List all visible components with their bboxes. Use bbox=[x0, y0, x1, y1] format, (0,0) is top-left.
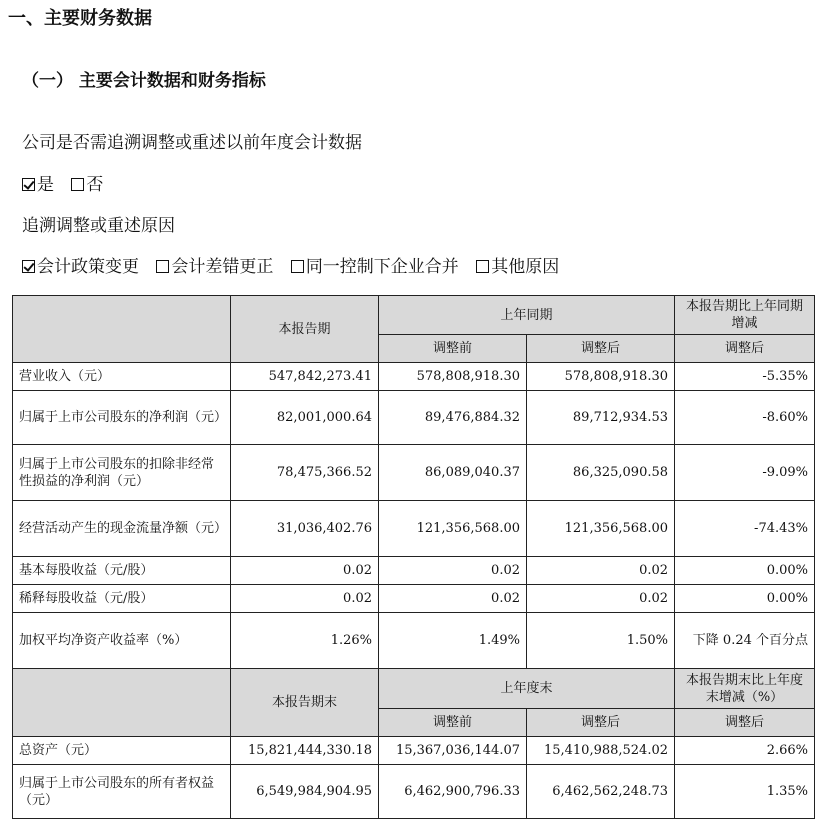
header-prior-period: 上年同期 bbox=[379, 296, 675, 335]
table-row bbox=[13, 445, 815, 501]
row-label: 归属于上市公司股东的净利润（元） bbox=[13, 391, 231, 445]
checkbox-checked-icon[interactable] bbox=[22, 260, 35, 273]
cell-after: 89,712,934.53 bbox=[527, 391, 675, 445]
answer-options bbox=[22, 170, 115, 195]
option-no[interactable]: 否 bbox=[71, 170, 103, 195]
header-after-adjust: 调整后 bbox=[527, 709, 675, 737]
row-label: 加权平均净资产收益率（%） bbox=[13, 613, 231, 669]
table-row bbox=[13, 737, 815, 765]
table-row bbox=[13, 501, 815, 557]
cell-current: 31,036,402.76 bbox=[231, 501, 379, 557]
header-change-after-adjust: 调整后 bbox=[675, 335, 815, 363]
row-label: 稀释每股收益（元/股） bbox=[13, 585, 231, 613]
cell-change: -9.09% bbox=[675, 445, 815, 501]
cell-before: 1.49% bbox=[379, 613, 527, 669]
cell-after: 578,808,918.30 bbox=[527, 363, 675, 391]
reason-options bbox=[22, 252, 571, 277]
cell-current: 547,842,273.41 bbox=[231, 363, 379, 391]
checkbox-empty-icon[interactable] bbox=[476, 260, 489, 273]
cell-after: 15,410,988,524.02 bbox=[527, 737, 675, 765]
header-blank bbox=[13, 669, 231, 737]
row-label: 归属于上市公司股东的扣除非经常性损益的净利润（元） bbox=[13, 445, 231, 501]
option-common-control-merger[interactable]: 同一控制下企业合并 bbox=[291, 252, 459, 277]
table-row bbox=[13, 765, 815, 819]
restatement-question: 公司是否需追溯调整或重述以前年度会计数据 bbox=[22, 133, 362, 153]
cell-change: -5.35% bbox=[675, 363, 815, 391]
cell-before: 0.02 bbox=[379, 557, 527, 585]
header-current-period: 本报告期 bbox=[231, 296, 379, 363]
cell-after: 6,462,562,248.73 bbox=[527, 765, 675, 819]
header-before-adjust: 调整前 bbox=[379, 709, 527, 737]
cell-before: 121,356,568.00 bbox=[379, 501, 527, 557]
cell-current: 0.02 bbox=[231, 557, 379, 585]
table-row bbox=[13, 391, 815, 445]
cell-current: 78,475,366.52 bbox=[231, 445, 379, 501]
cell-after: 1.50% bbox=[527, 613, 675, 669]
cell-before: 0.02 bbox=[379, 585, 527, 613]
cell-current: 6,549,984,904.95 bbox=[231, 765, 379, 819]
cell-after: 0.02 bbox=[527, 585, 675, 613]
table-row bbox=[13, 613, 815, 669]
table-row bbox=[13, 585, 815, 613]
option-yes[interactable]: 是 bbox=[22, 170, 54, 195]
option-policy-change[interactable]: 会计政策变更 bbox=[22, 252, 139, 277]
table-row bbox=[13, 557, 815, 585]
cell-current: 15,821,444,330.18 bbox=[231, 737, 379, 765]
cell-before: 578,808,918.30 bbox=[379, 363, 527, 391]
header-after-adjust: 调整后 bbox=[527, 335, 675, 363]
row-label: 归属于上市公司股东的所有者权益（元） bbox=[13, 765, 231, 819]
header-blank bbox=[13, 296, 231, 363]
cell-change: 0.00% bbox=[675, 557, 815, 585]
option-other-reason[interactable]: 其他原因 bbox=[476, 252, 559, 277]
cell-after: 0.02 bbox=[527, 557, 675, 585]
cell-change: 2.66% bbox=[675, 737, 815, 765]
cell-before: 86,089,040.37 bbox=[379, 445, 527, 501]
cell-current: 1.26% bbox=[231, 613, 379, 669]
cell-change: 0.00% bbox=[675, 585, 815, 613]
cell-change: 下降 0.24 个百分点 bbox=[675, 613, 815, 669]
cell-after: 121,356,568.00 bbox=[527, 501, 675, 557]
checkbox-empty-icon[interactable] bbox=[71, 178, 84, 191]
row-label: 经营活动产生的现金流量净额（元） bbox=[13, 501, 231, 557]
financial-data-table bbox=[12, 295, 815, 819]
row-label: 营业收入（元） bbox=[13, 363, 231, 391]
cell-current: 82,001,000.64 bbox=[231, 391, 379, 445]
cell-before: 6,462,900,796.33 bbox=[379, 765, 527, 819]
header-change-after-adjust: 调整后 bbox=[675, 709, 815, 737]
reason-title: 追溯调整或重述原因 bbox=[22, 216, 175, 236]
cell-current: 0.02 bbox=[231, 585, 379, 613]
cell-change: -74.43% bbox=[675, 501, 815, 557]
cell-before: 89,476,884.32 bbox=[379, 391, 527, 445]
header-prior-year-end: 上年度末 bbox=[379, 669, 675, 709]
header-change: 本报告期比上年同期增减 bbox=[675, 296, 815, 335]
header-before-adjust: 调整前 bbox=[379, 335, 527, 363]
header-change-period-end: 本报告期末比上年度末增减（%） bbox=[675, 669, 815, 709]
row-label: 基本每股收益（元/股） bbox=[13, 557, 231, 585]
cell-change: 1.35% bbox=[675, 765, 815, 819]
subsection-heading: （一） 主要会计数据和财务指标 bbox=[22, 71, 266, 91]
header-current-period-end: 本报告期末 bbox=[231, 669, 379, 737]
row-label: 总资产（元） bbox=[13, 737, 231, 765]
cell-change: -8.60% bbox=[675, 391, 815, 445]
checkbox-empty-icon[interactable] bbox=[291, 260, 304, 273]
cell-before: 15,367,036,144.07 bbox=[379, 737, 527, 765]
section-heading: 一、主要财务数据 bbox=[8, 8, 152, 29]
checkbox-checked-icon[interactable] bbox=[22, 178, 35, 191]
cell-after: 86,325,090.58 bbox=[527, 445, 675, 501]
option-error-correction[interactable]: 会计差错更正 bbox=[156, 252, 273, 277]
table-row bbox=[13, 363, 815, 391]
checkbox-empty-icon[interactable] bbox=[156, 260, 169, 273]
